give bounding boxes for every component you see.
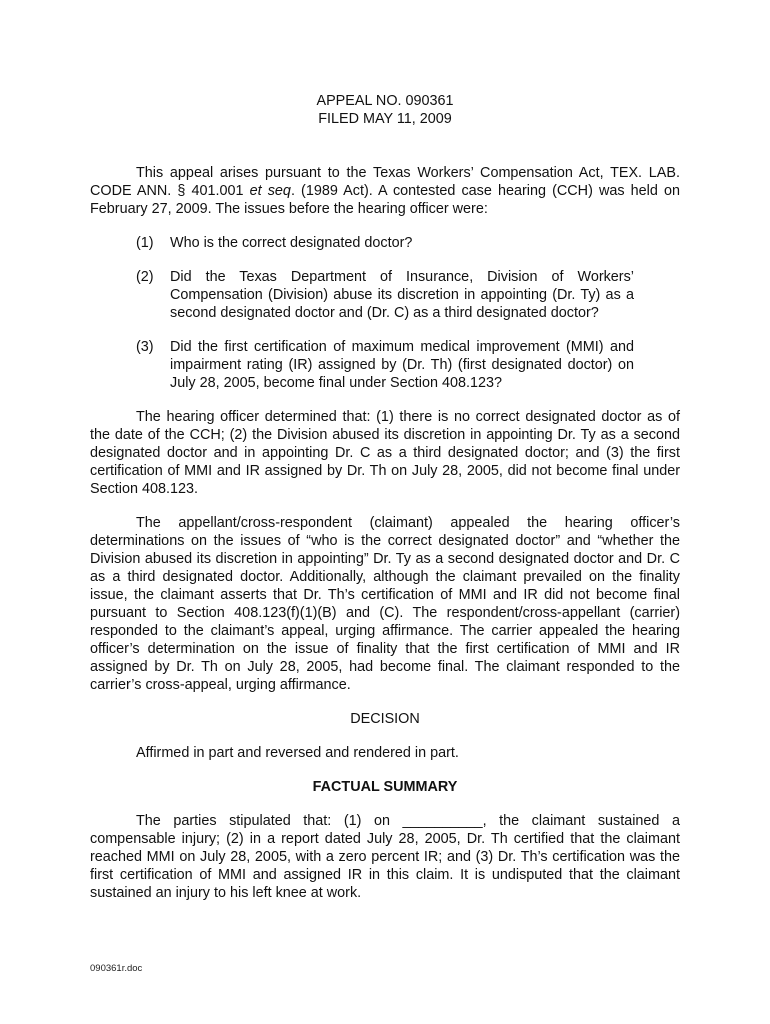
appeal-paragraph: The appellant/cross-respondent (claimant) appealed the hearing officer’s determinations on the issues of “who is the correct designated doctor” and “whether the Division abused its discretion in appointing” Dr. Ty as a second designated doctor and Dr. C as a third designated doctor. Additionally, although the claimant prevailed on the finality issue, the claimant asserts that Dr. Th’s certification of MMI and IR did not become final pursuant to Section 408.123(f)(1)(B) and (C). The respondent/cross-appellant (carrier) responded to the claimant’s appeal, urging affirmance. The carrier appealed the hearing officer’s determination on the issue of finality that the first certification of MMI and IR assigned by Dr. Th on July 28, 2005, had become final. The claimant responded to the carrier’s cross-appeal, urging affirmance. — [90, 515, 680, 693]
factual-summary-heading: FACTUAL SUMMARY — [312, 779, 458, 795]
issue-text: Did the Texas Department of Insurance, Division of Workers’ Compensation (Division) abuse its discretion in appointing (Dr. Ty) as a second designated doctor and (Dr. C) as a third designated doctor? — [170, 269, 634, 321]
appeal-number: APPEAL NO. 090361 — [316, 93, 454, 109]
issue-text: Who is the correct designated doctor? — [170, 235, 413, 251]
issue-item-2 — [136, 268, 680, 322]
decision-text: Affirmed in part and reversed and rendered in part. — [136, 745, 459, 761]
decision-heading: DECISION — [350, 711, 420, 727]
issue-item-1 — [136, 234, 680, 252]
issue-number: (2) — [136, 269, 154, 285]
issue-number: (3) — [136, 339, 154, 355]
filed-date: FILED MAY 11, 2009 — [318, 111, 452, 127]
footer-filename: 090361r.doc — [90, 963, 143, 974]
intro-paragraph — [90, 164, 680, 218]
issue-item-3 — [136, 338, 680, 392]
issue-text: Did the first certification of maximum medical improvement (MMI) and impairment rating (IR) assigned by (Dr. Th) (first designated doctor) on July 28, 2005, become final under Section 408.123? — [170, 339, 634, 391]
intro-text-2: . (1989 Act). A contested case hearing (CCH) was held on February 27, 2009. The issues before the hearing officer were: — [90, 183, 680, 217]
issue-number: (1) — [136, 235, 154, 251]
factual-summary-paragraph: The parties stipulated that: (1) on __________, the claimant sustained a compensable injury; (2) in a report dated July 28, 2005, Dr. Th certified that the claimant reached MMI on July 28, 2005, with a zero percent IR; and (3) Dr. Th’s certification was the first certification of MMI and assigned IR in this claim. It is undisputed that the claimant sustained an injury to his left knee at work. — [90, 813, 680, 901]
document-body — [90, 92, 680, 902]
intro-italic: et seq — [249, 183, 291, 199]
determination-paragraph: The hearing officer determined that: (1) there is no correct designated doctor as of the date of the CCH; (2) the Division abused its discretion in appointing Dr. Ty as a second designated doctor and in appointing Dr. C as a third designated doctor; and (3) the first certification of MMI and IR assigned by Dr. Th on July 28, 2005, did not become final under Section 408.123. — [90, 409, 680, 497]
intro-text-1: This appeal arises pursuant to the Texas Workers’ Compensation Act, TEX. LAB. CODE ANN. § 401.001 — [90, 165, 680, 199]
